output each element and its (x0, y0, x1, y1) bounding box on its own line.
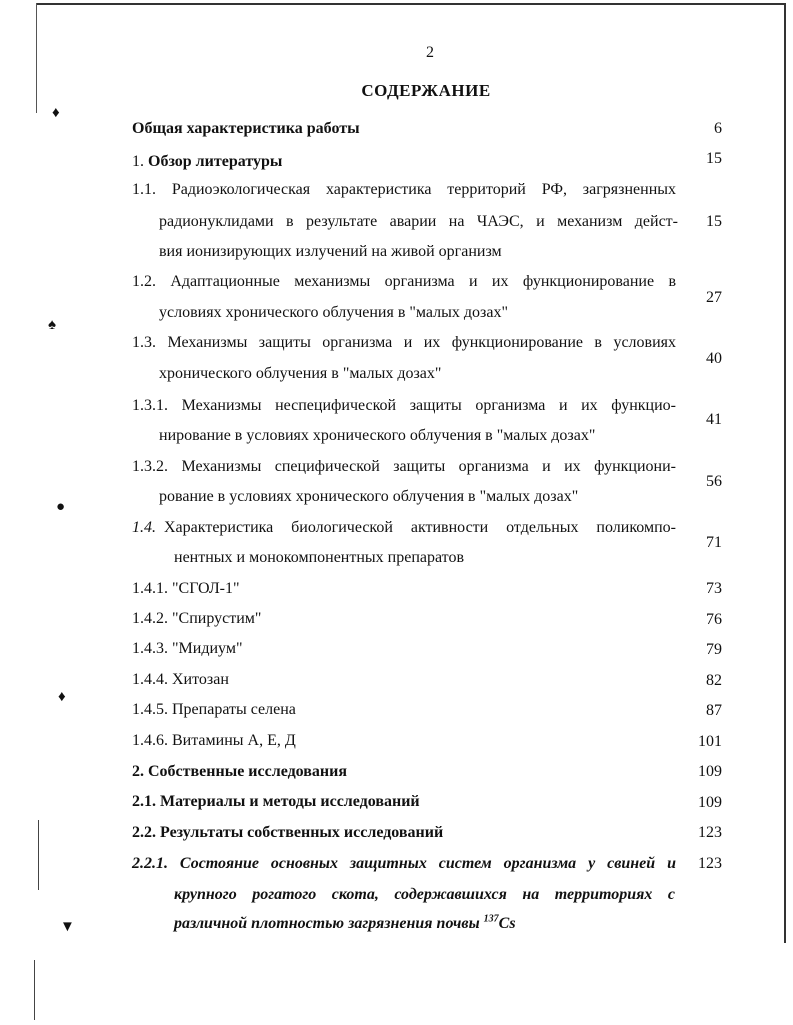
page-title: СОДЕРЖАНИЕ (361, 81, 491, 100)
toc-entry-1-1-line2: радионуклидами в результате аварии на ЧАЭС, и механизм дейст- (159, 213, 678, 230)
toc-entry-1-3-2-line1: 1.3.2. Механизмы специфической защиты организма и их функциони- (132, 458, 676, 475)
toc-entry-1-title: Обзор литературы (148, 153, 283, 170)
toc-entry-1-1-line1: 1.1. Радиоэкологическая характеристика территорий РФ, загрязненных (132, 181, 676, 198)
toc-page-1-3-1: 41 (706, 411, 722, 428)
scan-edge-line (38, 820, 39, 890)
toc-entry-1-4-3: 1.4.3. "Мидиум" (132, 640, 243, 657)
toc-entry-1-3-1-line1: 1.3.1. Механизмы неспецифической защиты организма и их функцио- (132, 397, 676, 414)
toc-entry-1 (132, 152, 282, 172)
page-number: 2 (426, 44, 434, 61)
toc-page-2: 109 (698, 763, 722, 780)
toc-entry-1-3-line2: хронического облучения в "малых дозах" (159, 365, 442, 382)
toc-page-1-4-6: 101 (698, 733, 722, 750)
toc-page-2-2: 123 (698, 824, 722, 841)
scan-speck: ● (56, 499, 66, 515)
toc-entry-1-2-line1: 1.2. Адаптационные механизмы организма и их функционирование в (132, 273, 676, 290)
toc-entry-1-4-2: 1.4.2. "Спирустим" (132, 610, 262, 627)
toc-entry-2: 2. Собственные исследования (132, 763, 348, 780)
toc-page-1-4-1: 73 (706, 580, 722, 597)
scan-edge-line (34, 960, 35, 1020)
toc-entry-2-2-1-line2: крупного рогатого скота, содержавшихся на территориях с (174, 886, 675, 903)
toc-page-1-4-4: 82 (706, 672, 722, 689)
isotope-mass-number: 137 (483, 913, 499, 925)
toc-entry-1-number: 1. (132, 153, 144, 170)
toc-entry-2-2-1-line3 (174, 914, 516, 934)
toc-entry-general: Общая характеристика работы (132, 120, 360, 137)
toc-page-1-4: 71 (706, 534, 722, 551)
scan-speck: ♦ (52, 105, 60, 121)
toc-entry-1-4-line2: нентных и монокомпонентных препаратов (174, 549, 465, 566)
scan-speck: ♠ (48, 317, 56, 333)
toc-page-2-1: 109 (698, 794, 722, 811)
toc-entry-1-4-4: 1.4.4. Хитозан (132, 671, 229, 688)
toc-entry-1-1-line3: вия ионизирующих излучений на живой организм (159, 243, 502, 260)
toc-page-1-3-2: 56 (706, 473, 722, 490)
scan-border-top (36, 3, 786, 5)
toc-entry-1-4-6: 1.4.6. Витамины А, Е, Д (132, 732, 296, 749)
toc-entry-1-3-2-line2: рование в условиях хронического облучения в "малых дозах" (159, 488, 579, 505)
scan-speck: ▼ (60, 919, 75, 935)
toc-page-1-3: 40 (706, 350, 722, 367)
isotope-symbol: Cs (498, 915, 516, 932)
toc-page-1-4-5: 87 (706, 702, 722, 719)
toc-entry-1-2-line2: условиях хронического облучения в "малых дозах" (159, 304, 508, 321)
toc-entry-2-2-1-line1: 2.2.1. Состояние основных защитных систем организма у свиней и (132, 855, 676, 872)
toc-entry-1-4-5: 1.4.5. Препараты селена (132, 701, 296, 718)
toc-entry-1-4-title: Характеристика биологической активности отдельных поликомпо- (164, 519, 676, 536)
scan-border-right (784, 3, 786, 943)
toc-page-1-4-2: 76 (706, 611, 722, 628)
toc-entry-2-2: 2.2. Результаты собственных исследований (132, 824, 444, 841)
toc-entry-1-3-1-line2: нирование в условиях хронического облучения в "малых дозах" (159, 427, 596, 444)
toc-entry-2-1: 2.1. Материалы и методы исследований (132, 793, 420, 810)
scan-speck: ♦ (58, 689, 66, 705)
toc-page-general: 6 (714, 120, 722, 137)
toc-page-1: 15 (706, 150, 722, 167)
toc-page-1-2: 27 (706, 289, 722, 306)
toc-entry-2-2-1-line3-text: различной плотностью загрязнения почвы (174, 915, 480, 932)
toc-entry-1-3-line1: 1.3. Механизмы защиты организма и их функционирование в условиях (132, 334, 676, 351)
toc-entry-1-4-number: 1.4. (132, 519, 156, 536)
toc-page-1-4-3: 79 (706, 641, 722, 658)
toc-entry-1-4-1: 1.4.1. "СГОЛ-1" (132, 580, 240, 597)
toc-page-2-2-1: 123 (698, 855, 722, 872)
toc-entry-1-4-line1 (132, 518, 676, 538)
toc-page-1-1: 15 (706, 213, 722, 230)
